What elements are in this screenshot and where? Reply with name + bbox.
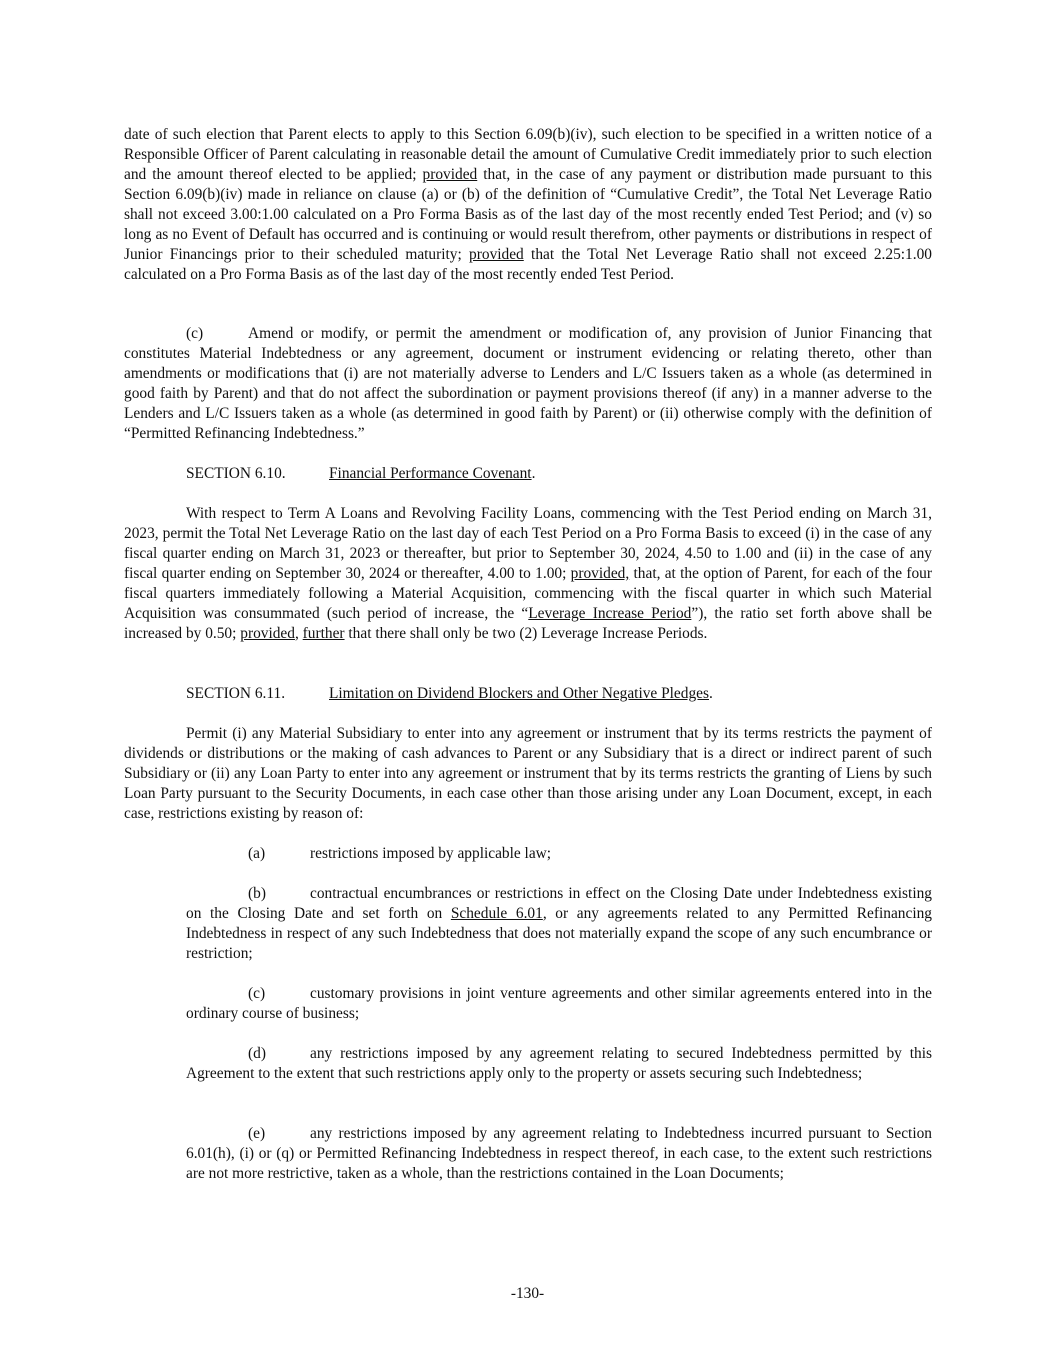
section-number: SECTION 6.10. bbox=[186, 465, 286, 482]
section-6-10-paragraph bbox=[124, 504, 932, 644]
text-run: date of such election that Parent elects to apply to this Section 6.09(b)(iv), such election to be specified in a written notice of a Responsible Officer of Parent calculating in reasonable detail the amount of Cumulative Credit immediately prior to such election and the amount thereof elected to be applied; bbox=[124, 126, 932, 183]
item-text: , or any agreements related to any Permitted Refinancing Indebtedness in respect of any such Indebtedness that does not materially expand the scope of any such encumbrance or restriction; bbox=[186, 905, 932, 962]
item-a bbox=[248, 844, 551, 864]
item-text: any restrictions imposed by any agreement relating to Indebtedness incurred pursuant to Section 6.01(h), (i) or (q) or Permitted Refinancing Indebtedness in respect thereof, in each case, to the extent such restrictions are not more restrictive, taken as a whole, than the restrictions contained in the Loan Documents; bbox=[186, 1125, 932, 1182]
underlined-term: further bbox=[302, 625, 345, 642]
underlined-term: provided, bbox=[570, 565, 630, 582]
item-b bbox=[186, 884, 932, 964]
item-text: restrictions imposed by applicable law; bbox=[310, 845, 552, 862]
section-6-10-heading bbox=[186, 464, 535, 484]
underlined-term: provided bbox=[240, 625, 295, 642]
section-title-period: . bbox=[531, 465, 536, 482]
item-label: (b) bbox=[248, 885, 266, 902]
underlined-term: provided bbox=[422, 166, 478, 183]
schedule-reference: Schedule 6.01 bbox=[450, 905, 543, 922]
item-text: any restrictions imposed by any agreement relating to secured Indebtedness permitted by this Agreement to the extent that such restrictions apply only to the property or assets securing such Indebtedness; bbox=[186, 1045, 932, 1082]
text-run: that, at the option of Parent, for each of the four fiscal quarters immediately following a Material Acquisition, commencing with the fiscal quarter in which such Material Acquisition was consummated (such period of increase, the “ bbox=[124, 565, 932, 622]
section-title: Financial Performance Covenant bbox=[329, 465, 532, 482]
text-run: , bbox=[294, 625, 303, 642]
section-title: Limitation on Dividend Blockers and Other Negative Pledges bbox=[329, 685, 709, 702]
item-d bbox=[186, 1044, 932, 1084]
item-label: (c) bbox=[248, 985, 266, 1002]
continuation-paragraph bbox=[124, 125, 932, 285]
item-label: (a) bbox=[248, 845, 266, 862]
item-e bbox=[186, 1124, 932, 1184]
text-run: that there shall only be two (2) Leverage Increase Periods. bbox=[344, 625, 708, 642]
item-text: customary provisions in joint venture agreements and other similar agreements entered into in the ordinary course of business; bbox=[186, 985, 932, 1022]
item-text: contractual encumbrances or restrictions in effect on the Closing Date under Indebtedness existing on the Closing Date and set forth on bbox=[186, 885, 932, 922]
item-c bbox=[186, 984, 932, 1024]
page-number: -130- bbox=[510, 1285, 545, 1302]
text-run: ”), the ratio set forth above shall be increased by 0.50; bbox=[124, 605, 932, 642]
clause-label: (c) bbox=[186, 325, 204, 342]
section-6-11-heading bbox=[186, 684, 713, 704]
clause-c-paragraph bbox=[124, 324, 932, 444]
clause-text: Amend or modify, or permit the amendment or modification of, any provision of Junior Financing that constitutes Material Indebtedness or any agreement, document or instrument evidencing or relating thereto, other than amendments or modifications that (i) are not materially adverse to Lenders and L/C Issuers taken as a whole (as determined in good faith by Parent) and that do not affect the subordination or payment provisions thereof (if any) in a manner adverse to the Lenders and L/C Issuers taken as a whole (as determined in good faith by Parent) or (ii) otherwise comply with the definition of “Permitted Refinancing Indebtedness.” bbox=[124, 325, 932, 442]
section-title-period: . bbox=[708, 685, 713, 702]
underlined-term: provided bbox=[469, 246, 524, 263]
section-number: SECTION 6.11. bbox=[186, 685, 286, 702]
item-label: (e) bbox=[248, 1125, 266, 1142]
underlined-term: Leverage Increase Period bbox=[528, 605, 692, 622]
text-run: that, in the case of any payment or distribution made pursuant to this Section 6.09(b)(iv) made in reliance on clause (a) or (b) of the definition of “Cumulative Credit”, the Total Net Leverage Ratio shall not exceed 3.00:1.00 calculated on a Pro Forma Basis as of the last day of the most recently ended Test Period; and (v) so long as no Event of Default has occurred and is continuing or would result therefrom, other payments or distributions in respect of Junior Financings prior to their scheduled maturity; bbox=[124, 166, 932, 263]
text-run: With respect to Term A Loans and Revolving Facility Loans, commencing with the Test Period ending on March 31, 2023, permit the Total Net Leverage Ratio on the last day of each Test Period on a Pro Forma Basis to exceed (i) in the case of any fiscal quarter ending on March 31, 2023 or thereafter, but prior to September 30, 2024, 4.50 to 1.00 and (ii) in the case of any fiscal quarter ending on September 30, 2024 or thereafter, 4.00 to 1.00; bbox=[124, 505, 932, 582]
item-label: (d) bbox=[248, 1045, 266, 1062]
text-run: that the Total Net Leverage Ratio shall not exceed 2.25:1.00 calculated on a Pro Forma Basis as of the last day of the most recently ended Test Period. bbox=[124, 246, 932, 283]
section-6-11-paragraph: Permit (i) any Material Subsidiary to enter into any agreement or instrument that by its terms restricts the payment of dividends or distributions or the making of cash advances to Parent or any Subsidiary that is a direct or indirect parent of such Subsidiary or (ii) any Loan Party to enter into any agreement or instrument that by its terms restricts the granting of Liens by such Loan Party pursuant to the Security Documents, in each case other than those arising under any Loan Document, except, in each case, restrictions existing by reason of: bbox=[124, 725, 932, 822]
